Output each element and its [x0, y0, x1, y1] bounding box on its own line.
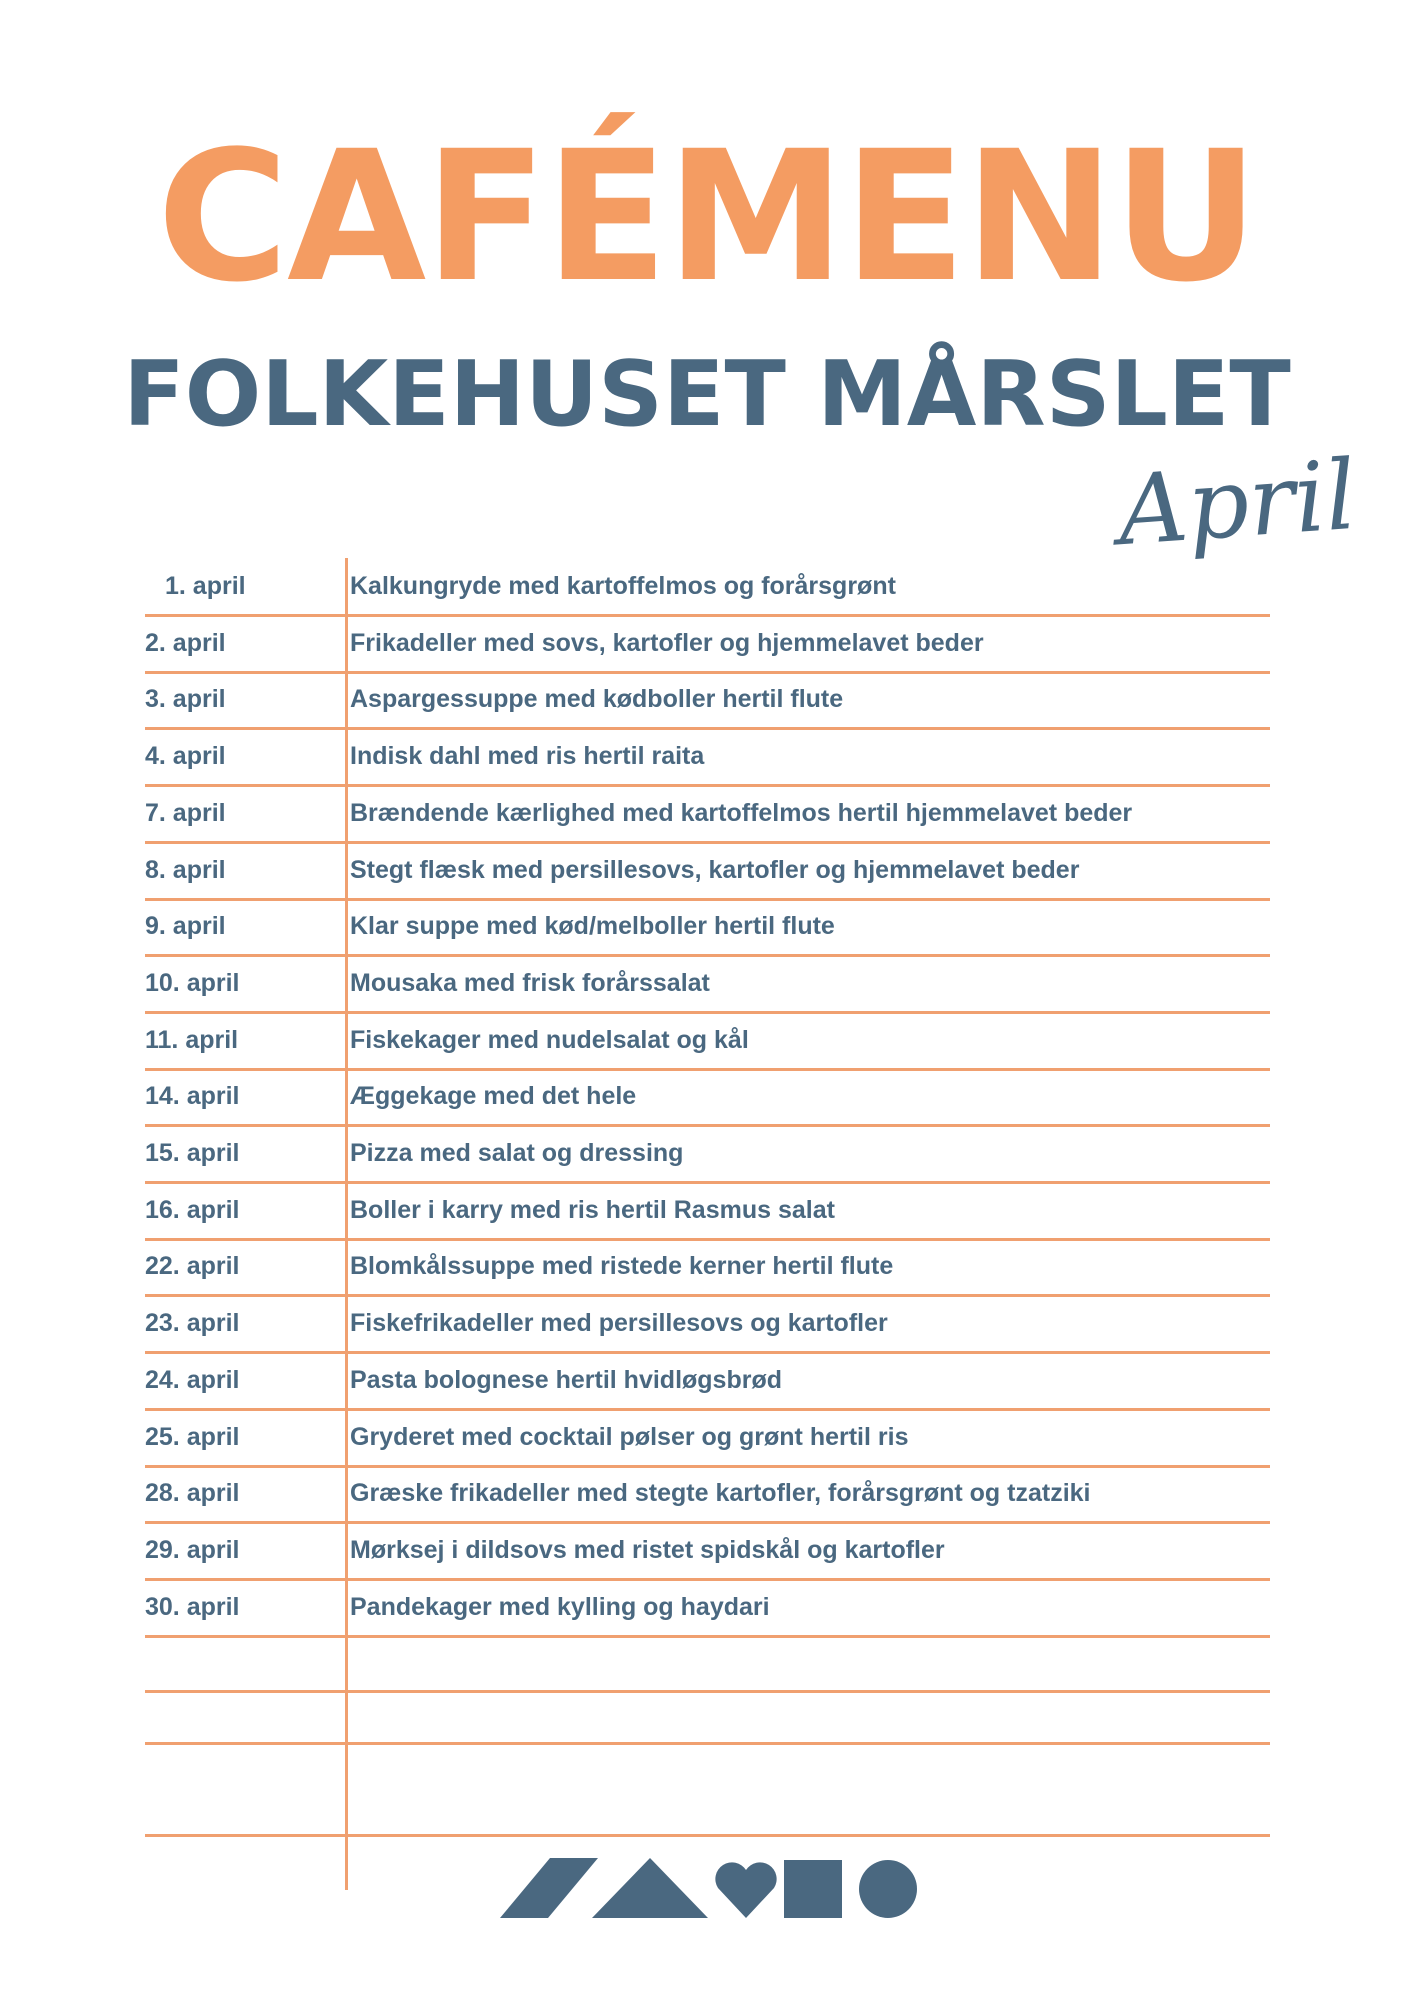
menu-date: 4. april — [145, 742, 226, 770]
month-label: April — [1114, 438, 1360, 568]
menu-row — [145, 785, 1270, 841]
menu-row — [145, 1409, 1270, 1465]
menu-date: 7. april — [145, 799, 226, 827]
menu-date: 24. april — [145, 1366, 240, 1394]
menu-row — [145, 842, 1270, 898]
page-subtitle: FOLKEHUSET MÅRSLET — [123, 342, 1291, 447]
menu-date: 22. april — [145, 1252, 240, 1280]
empty-rule — [145, 1690, 1270, 1693]
menu-dish: Gryderet med cocktail pølser og grønt hertil ris — [350, 1423, 909, 1451]
menu-date: 29. april — [145, 1536, 240, 1564]
menu-dish: Mørksej i dildsovs med ristet spidskål og kartofler — [350, 1536, 945, 1564]
menu-row — [145, 1352, 1270, 1408]
menu-dish: Græske frikadeller med stegte kartofler, forårsgrønt og tzatziki — [350, 1479, 1091, 1507]
menu-row — [145, 728, 1270, 784]
empty-rule — [145, 1834, 1270, 1837]
folkehuset-logo — [500, 1858, 920, 1918]
menu-date: 8. april — [145, 856, 226, 884]
menu-date: 9. april — [145, 912, 226, 940]
page-title: CAFÉMENU — [156, 113, 1258, 322]
row-rule — [145, 1635, 1270, 1638]
menu-dish: Boller i karry med ris hertil Rasmus salat — [350, 1196, 835, 1224]
parallelogram-icon — [500, 1858, 598, 1918]
square-icon — [784, 1860, 842, 1918]
menu-dish: Aspargessuppe med kødboller hertil flute — [350, 685, 844, 713]
menu-date: 28. april — [145, 1479, 240, 1507]
menu-row — [145, 671, 1270, 727]
menu-date: 23. april — [145, 1309, 240, 1337]
menu-date: 25. april — [145, 1423, 240, 1451]
menu-row — [145, 955, 1270, 1011]
menu-dish: Blomkålssuppe med ristede kerner hertil flute — [350, 1252, 894, 1280]
menu-dish: Stegt flæsk med persillesovs, kartofler og hjemmelavet beder — [350, 856, 1080, 884]
menu-row — [145, 1295, 1270, 1351]
menu-dish: Fiskefrikadeller med persillesovs og kartofler — [350, 1309, 888, 1337]
menu-date: 15. april — [145, 1139, 240, 1167]
menu-dish: Pandekager med kylling og haydari — [350, 1593, 770, 1621]
menu-dish: Pizza med salat og dressing — [350, 1139, 684, 1167]
heart-icon — [715, 1862, 776, 1918]
menu-dish: Æggekage med det hele — [350, 1082, 637, 1110]
menu-row — [145, 1068, 1270, 1124]
menu-date: 3. april — [145, 685, 226, 713]
menu-dish: Indisk dahl med ris hertil raita — [350, 742, 705, 770]
menu-date: 1. april — [165, 572, 246, 600]
menu-row — [145, 1522, 1270, 1578]
menu-date: 30. april — [145, 1593, 240, 1621]
menu-row — [145, 1125, 1270, 1181]
menu-dish: Pasta bolognese hertil hvidløgsbrød — [350, 1366, 783, 1394]
menu-row — [145, 1182, 1270, 1238]
menu-date: 2. april — [145, 629, 226, 657]
menu-dish: Frikadeller med sovs, kartofler og hjemmelavet beder — [350, 629, 984, 657]
triangle-icon — [592, 1858, 708, 1918]
menu-row — [145, 1579, 1270, 1635]
menu-row — [145, 1465, 1270, 1521]
menu-date: 10. april — [145, 969, 240, 997]
menu-row — [145, 1012, 1270, 1068]
menu-dish: Fiskekager med nudelsalat og kål — [350, 1026, 749, 1054]
menu-date: 11. april — [145, 1026, 239, 1054]
menu-dish: Mousaka med frisk forårssalat — [350, 969, 710, 997]
circle-icon — [859, 1860, 917, 1918]
menu-dish: Kalkungryde med kartoffelmos og forårsgrønt — [350, 572, 896, 600]
menu-dish: Klar suppe med kød/melboller hertil flute — [350, 912, 835, 940]
menu-row — [145, 615, 1270, 671]
menu-row — [145, 558, 1270, 614]
empty-rule — [145, 1742, 1270, 1745]
menu-date: 14. april — [145, 1082, 240, 1110]
menu-row — [145, 898, 1270, 954]
menu-row — [145, 1238, 1270, 1294]
menu-dish: Brændende kærlighed med kartoffelmos hertil hjemmelavet beder — [350, 799, 1133, 827]
menu-date: 16. april — [145, 1196, 240, 1224]
